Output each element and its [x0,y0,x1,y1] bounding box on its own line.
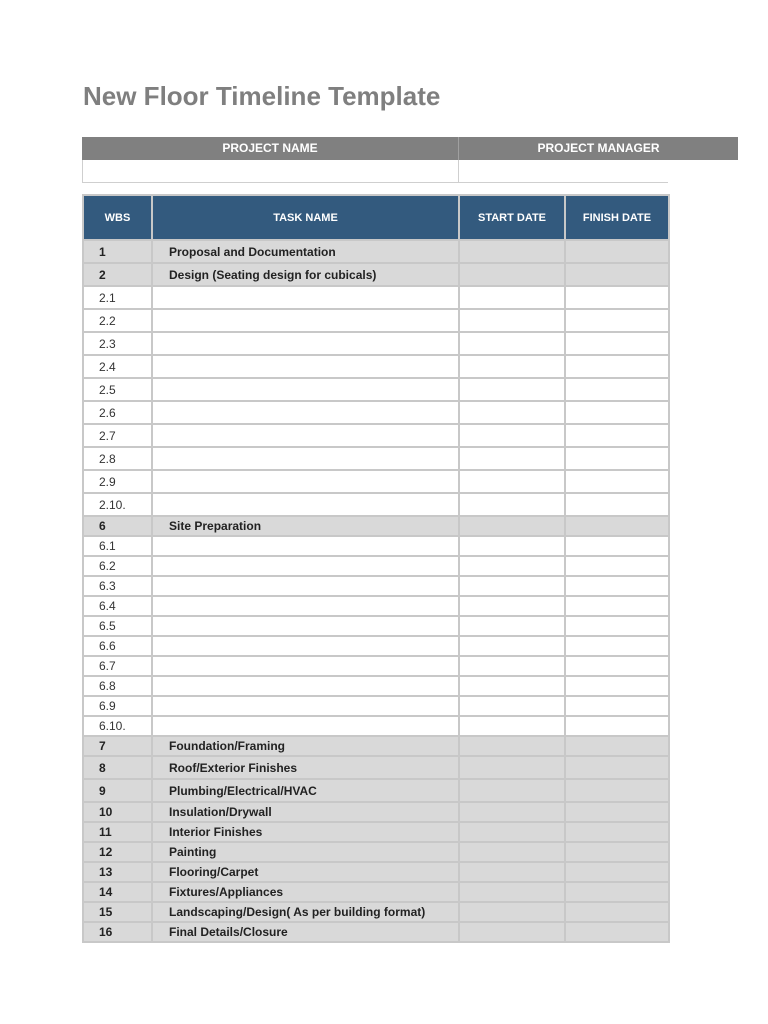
task-name-cell[interactable] [152,424,459,447]
task-name-cell[interactable] [152,616,459,636]
wbs-cell: 6.2 [83,556,152,576]
table-row [83,922,669,942]
task-name-cell[interactable]: Roof/Exterior Finishes [152,756,459,779]
table-row [83,596,669,616]
wbs-cell: 6.5 [83,616,152,636]
table-row [83,822,669,842]
start-date-cell[interactable] [459,424,565,447]
wbs-cell: 2.10. [83,493,152,516]
start-date-cell[interactable] [459,922,565,942]
project-manager-header: PROJECT MANAGER [458,137,738,160]
table-row [83,447,669,470]
wbs-cell: 6.6 [83,636,152,656]
wbs-cell: 6.7 [83,656,152,676]
table-row [83,493,669,516]
start-date-cell[interactable] [459,756,565,779]
task-name-cell[interactable]: Interior Finishes [152,822,459,842]
start-date-cell[interactable] [459,696,565,716]
finish-date-cell[interactable] [565,556,669,576]
table-row [83,636,669,656]
start-date-cell[interactable] [459,676,565,696]
start-date-cell[interactable] [459,882,565,902]
wbs-cell: 2.5 [83,378,152,401]
finish-date-cell[interactable] [565,332,669,355]
wbs-cell: 7 [83,736,152,756]
task-name-cell[interactable] [152,536,459,556]
wbs-cell: 2.4 [83,355,152,378]
start-date-cell[interactable] [459,902,565,922]
start-date-cell[interactable] [459,536,565,556]
finish-date-cell[interactable] [565,263,669,286]
wbs-cell: 6 [83,516,152,536]
finish-date-cell[interactable] [565,470,669,493]
wbs-cell: 2.6 [83,401,152,424]
start-date-cell[interactable] [459,240,565,263]
wbs-cell: 9 [83,779,152,802]
table-row [83,309,669,332]
wbs-cell: 2.9 [83,470,152,493]
table-row [83,355,669,378]
finish-date-cell[interactable] [565,676,669,696]
table-row [83,470,669,493]
finish-date-cell[interactable] [565,756,669,779]
start-date-cell[interactable] [459,286,565,309]
task-name-cell[interactable] [152,309,459,332]
finish-date-cell[interactable] [565,616,669,636]
table-row [83,656,669,676]
finish-date-cell[interactable] [565,922,669,942]
finish-date-cell[interactable] [565,779,669,802]
task-name-cell[interactable] [152,332,459,355]
task-name-cell[interactable] [152,696,459,716]
table-row [83,696,669,716]
finish-date-cell[interactable] [565,842,669,862]
table-row [83,736,669,756]
project-manager-field[interactable] [458,160,668,183]
wbs-cell: 11 [83,822,152,842]
wbs-cell: 2.3 [83,332,152,355]
start-date-cell[interactable] [459,802,565,822]
finish-date-cell[interactable] [565,576,669,596]
table-row [83,576,669,596]
start-date-cell[interactable] [459,596,565,616]
start-date-cell[interactable] [459,636,565,656]
task-name-cell[interactable]: Design (Seating design for cubicals) [152,263,459,286]
task-name-cell[interactable]: Plumbing/Electrical/HVAC [152,779,459,802]
wbs-cell: 2 [83,263,152,286]
table-row [83,882,669,902]
task-name-cell[interactable] [152,447,459,470]
finish-date-cell[interactable] [565,636,669,656]
project-header-overflow [666,137,738,160]
finish-date-cell[interactable] [565,493,669,516]
table-row [83,902,669,922]
task-name-cell[interactable] [152,401,459,424]
start-date-cell[interactable] [459,263,565,286]
table-row [83,263,669,286]
finish-date-cell[interactable] [565,696,669,716]
start-date-cell[interactable] [459,516,565,536]
wbs-cell: 13 [83,862,152,882]
table-row [83,401,669,424]
table-row [83,378,669,401]
task-name-cell[interactable] [152,470,459,493]
task-name-cell[interactable] [152,556,459,576]
table-row [83,756,669,779]
finish-date-cell[interactable] [565,240,669,263]
column-header-task-name: TASK NAME [152,195,459,240]
start-date-cell[interactable] [459,355,565,378]
start-date-cell[interactable] [459,822,565,842]
wbs-cell: 15 [83,902,152,922]
table-row [83,862,669,882]
start-date-cell[interactable] [459,378,565,401]
start-date-cell[interactable] [459,493,565,516]
finish-date-cell[interactable] [565,355,669,378]
table-row [83,240,669,263]
task-name-cell[interactable] [152,596,459,616]
start-date-cell[interactable] [459,470,565,493]
finish-date-cell[interactable] [565,882,669,902]
table-row [83,424,669,447]
table-body [83,240,669,942]
start-date-cell[interactable] [459,401,565,424]
table-row [83,779,669,802]
finish-date-cell[interactable] [565,862,669,882]
start-date-cell[interactable] [459,862,565,882]
finish-date-cell[interactable] [565,516,669,536]
table-row [83,536,669,556]
wbs-cell: 12 [83,842,152,862]
wbs-cell: 14 [83,882,152,902]
table-row [83,556,669,576]
wbs-cell: 2.8 [83,447,152,470]
column-header-wbs: WBS [83,195,152,240]
task-name-cell[interactable]: Landscaping/Design( As per building format) [152,902,459,922]
task-name-cell[interactable]: Fixtures/Appliances [152,882,459,902]
wbs-cell: 1 [83,240,152,263]
task-name-cell[interactable]: Insulation/Drywall [152,802,459,822]
finish-date-cell[interactable] [565,736,669,756]
start-date-cell[interactable] [459,736,565,756]
wbs-cell: 10 [83,802,152,822]
wbs-cell: 6.3 [83,576,152,596]
wbs-cell: 2.7 [83,424,152,447]
finish-date-cell[interactable] [565,447,669,470]
finish-date-cell[interactable] [565,822,669,842]
task-name-cell[interactable] [152,656,459,676]
task-name-cell[interactable]: Flooring/Carpet [152,862,459,882]
column-header-finish-date: FINISH DATE [565,195,669,240]
table-row [83,842,669,862]
task-name-cell[interactable]: Final Details/Closure [152,922,459,942]
task-name-cell[interactable]: Foundation/Framing [152,736,459,756]
table-row [83,286,669,309]
task-name-cell[interactable] [152,355,459,378]
wbs-cell: 6.10. [83,716,152,736]
task-name-cell[interactable] [152,576,459,596]
wbs-cell: 6.8 [83,676,152,696]
wbs-cell: 6.9 [83,696,152,716]
task-name-cell[interactable] [152,716,459,736]
start-date-cell[interactable] [459,447,565,470]
start-date-cell[interactable] [459,842,565,862]
finish-date-cell[interactable] [565,902,669,922]
project-name-header: PROJECT NAME [82,137,458,160]
start-date-cell[interactable] [459,616,565,636]
start-date-cell[interactable] [459,716,565,736]
finish-date-cell[interactable] [565,378,669,401]
start-date-cell[interactable] [459,656,565,676]
finish-date-cell[interactable] [565,802,669,822]
table-row [83,802,669,822]
table-header-row [83,195,669,240]
wbs-cell: 2.1 [83,286,152,309]
finish-date-cell[interactable] [565,424,669,447]
start-date-cell[interactable] [459,576,565,596]
finish-date-cell[interactable] [565,536,669,556]
project-name-field[interactable] [82,160,458,183]
start-date-cell[interactable] [459,332,565,355]
wbs-cell: 16 [83,922,152,942]
wbs-cell: 6.1 [83,536,152,556]
task-name-cell[interactable] [152,676,459,696]
task-name-cell[interactable] [152,286,459,309]
table-row [83,516,669,536]
start-date-cell[interactable] [459,779,565,802]
finish-date-cell[interactable] [565,596,669,616]
task-name-cell[interactable]: Site Preparation [152,516,459,536]
wbs-cell: 2.2 [83,309,152,332]
table-row [83,716,669,736]
wbs-cell: 6.4 [83,596,152,616]
table-row [83,676,669,696]
table-row [83,616,669,636]
wbs-cell: 8 [83,756,152,779]
task-name-cell[interactable]: Proposal and Documentation [152,240,459,263]
task-name-cell[interactable]: Painting [152,842,459,862]
timeline-table [82,194,670,943]
task-name-cell[interactable] [152,493,459,516]
finish-date-cell[interactable] [565,286,669,309]
task-name-cell[interactable] [152,636,459,656]
start-date-cell[interactable] [459,309,565,332]
task-name-cell[interactable] [152,378,459,401]
column-header-start-date: START DATE [459,195,565,240]
finish-date-cell[interactable] [565,309,669,332]
finish-date-cell[interactable] [565,656,669,676]
finish-date-cell[interactable] [565,716,669,736]
finish-date-cell[interactable] [565,401,669,424]
table-row [83,332,669,355]
start-date-cell[interactable] [459,556,565,576]
page-title: New Floor Timeline Template [83,81,441,111]
